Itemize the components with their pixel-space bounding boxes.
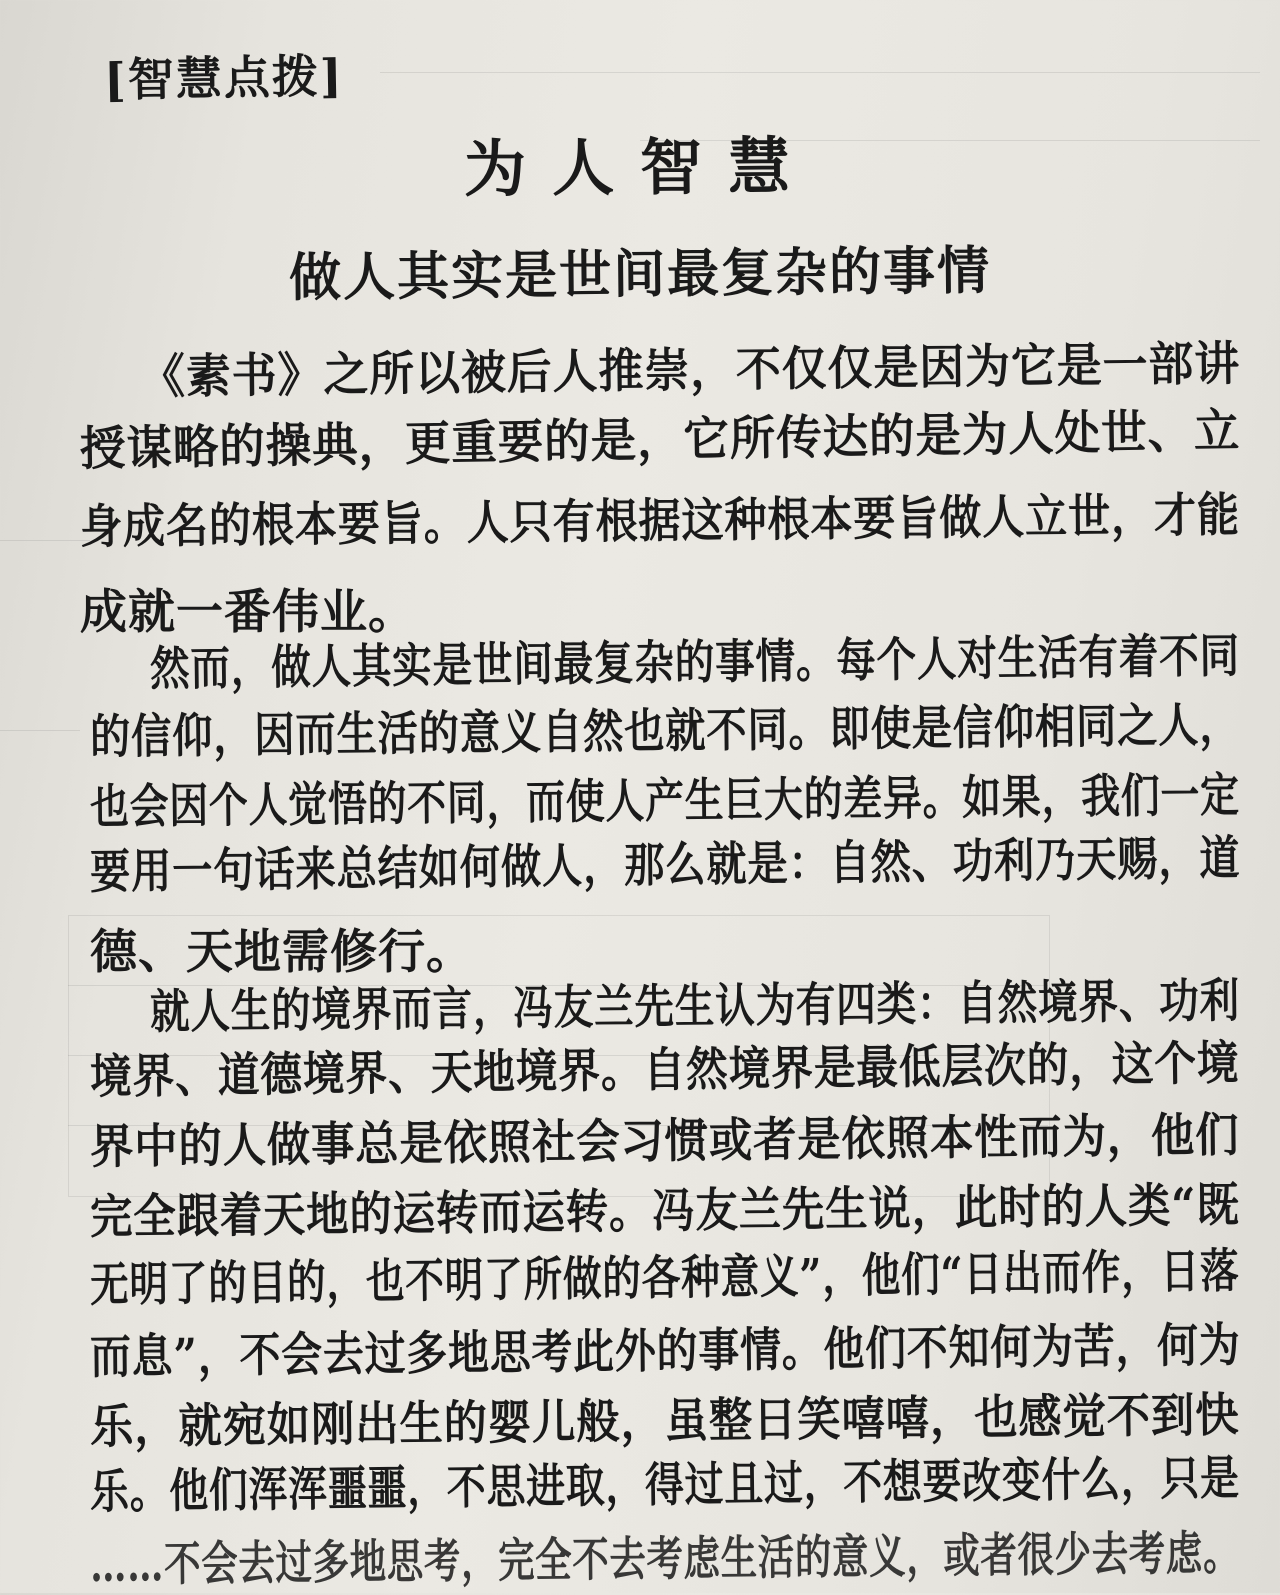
text-line: 成就一番伟业。 (80, 585, 416, 640)
text-line: 无明了的目的，也不明了所做的各种意义”，他们“日出而作，日落 (89, 1243, 1240, 1313)
text-line: 境界、道德境界、天地境界。自然境界是最低层次的，这个境 (89, 1035, 1240, 1105)
show-through-line (0, 730, 80, 731)
show-through-line (380, 72, 1260, 73)
text-line: 身成名的根本要旨。人只有根据这种根本要旨做人立世，才能 (79, 487, 1241, 555)
text-line: 而息”，不会去过多地思考此外的事情。他们不知何为苦，何为 (89, 1317, 1241, 1385)
text-line: 乐，就宛如刚出生的婴儿般，虽整日笑嘻嘻，也感觉不到快 (89, 1387, 1240, 1455)
text-line: 然而，做人其实是世间最复杂的事情。每个人对生活有着不同 (149, 628, 1241, 697)
text-line: 要用一句话来总结如何做人，那么就是：自然、功利乃天赐，道 (89, 830, 1241, 900)
page-subtitle: 做人其实是世间最复杂的事情 (288, 240, 992, 309)
text-line: 就人生的境界而言，冯友兰先生认为有四类：自然境界、功利 (149, 973, 1241, 1040)
text-line: 界中的人做事总是依照社会习惯或者是依照本性而为，他们 (89, 1107, 1240, 1175)
text-line: ……不会去过多地思考，完全不去考虑生活的意义，或者很少去考虑。 (89, 1525, 1241, 1593)
page-title: 为人智慧 (463, 129, 817, 206)
text-line: 也会因个人觉悟的不同，而使人产生巨大的差异。如果，我们一定 (89, 767, 1241, 835)
text-line: 完全跟着天地的运转而运转。冯友兰先生说，此时的人类“既 (89, 1177, 1240, 1245)
section-tag: [智慧点拨] (103, 48, 345, 108)
text-line: 乐。他们浑浑噩噩，不思进取，得过且过，不想要改变什么，只是 (89, 1450, 1241, 1520)
text-line: 的信仰，因而生活的意义自然也就不同。即使是信仰相同之人， (89, 697, 1241, 765)
text-line: 授谋略的操典，更重要的是，它所传达的是为人处世、立 (79, 403, 1241, 477)
text-line: 《素书》之所以被后人推崇，不仅仅是因为它是一部讲 (139, 336, 1241, 405)
text-line: 德、天地需修行。 (90, 925, 474, 980)
show-through-line (0, 540, 90, 541)
